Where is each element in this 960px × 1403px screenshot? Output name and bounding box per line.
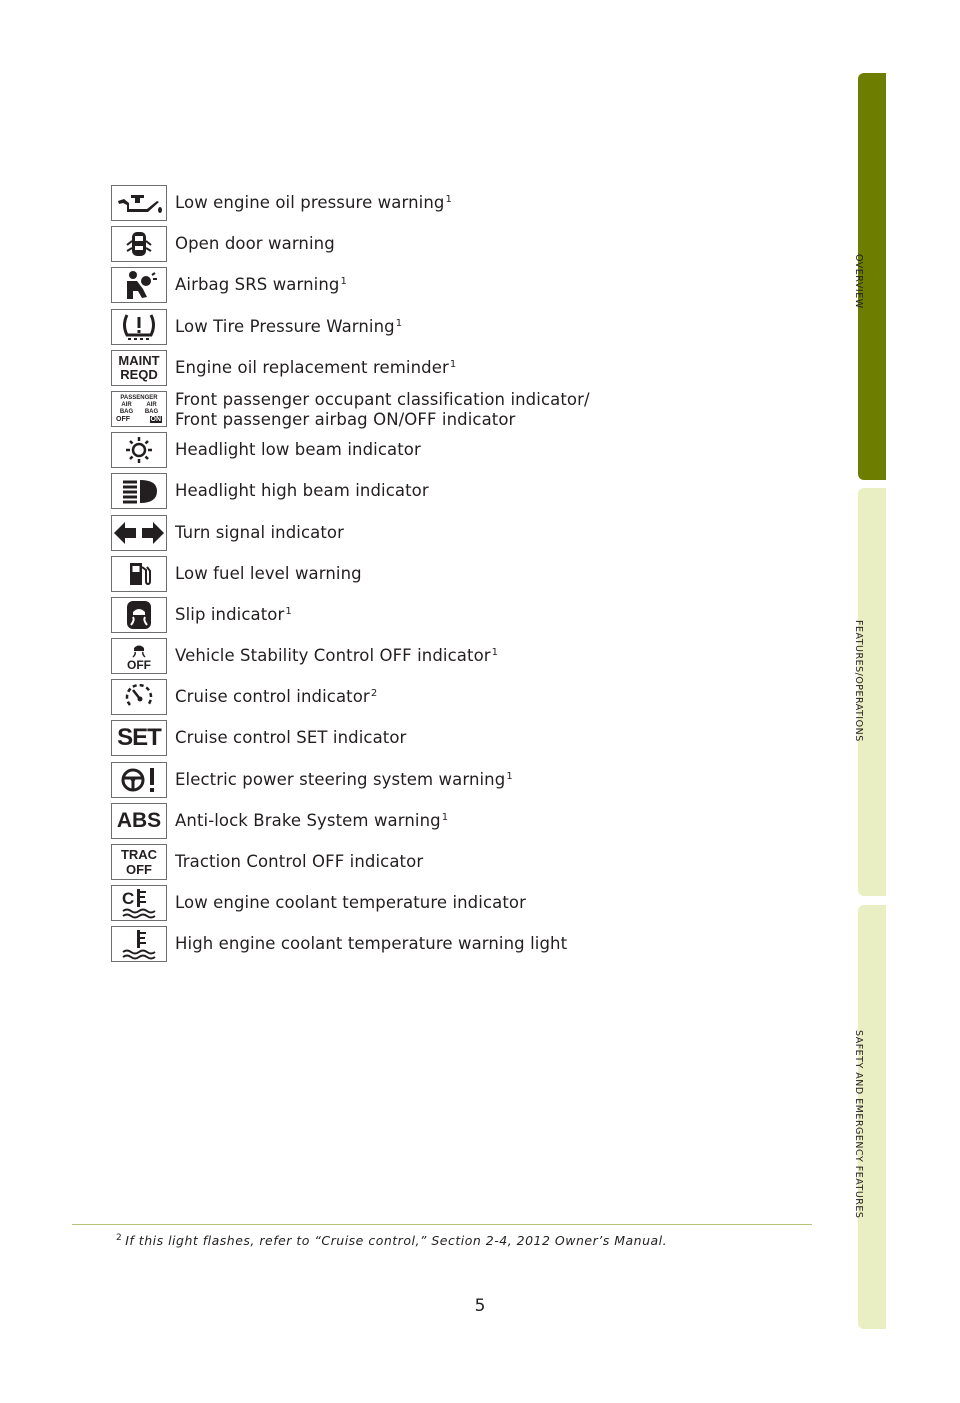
tab-features-operations-label: FEATURES/OPERATIONS bbox=[853, 620, 864, 742]
indicator-label: Front passenger occupant classification indicator/ Front passenger airbag ON/OFF indicator bbox=[175, 389, 590, 429]
indicator-label: Electric power steering system warning$^1$ bbox=[175, 769, 513, 789]
indicator-label: Low fuel level warning bbox=[175, 563, 362, 583]
indicator-label: Turn signal indicator bbox=[175, 522, 345, 542]
indicator-row-vsc-off bbox=[111, 637, 811, 678]
indicator-label: Open door warning bbox=[175, 234, 335, 254]
indicator-list bbox=[111, 184, 811, 967]
indicator-label: Low engine coolant temperature indicator bbox=[175, 893, 526, 913]
indicator-label: Cruise control SET indicator bbox=[175, 728, 407, 748]
trac-off-icon: TRAC OFF bbox=[111, 844, 167, 880]
indicator-row-trac-off bbox=[111, 843, 811, 884]
indicator-row-cruise-control bbox=[111, 678, 811, 719]
indicator-row-open-door bbox=[111, 225, 811, 266]
indicator-label: Headlight low beam indicator bbox=[175, 440, 421, 460]
high-beam-icon bbox=[111, 473, 167, 509]
indicator-row-low-coolant bbox=[111, 884, 811, 925]
steering-warning-icon bbox=[111, 762, 167, 798]
indicator-row-tire-pressure bbox=[111, 308, 811, 349]
indicator-row-low-beam bbox=[111, 431, 811, 472]
open-door-icon bbox=[111, 226, 167, 262]
tab-overview-label: OVERVIEW bbox=[853, 254, 864, 309]
airbag-person-icon bbox=[111, 267, 167, 303]
indicator-label: Vehicle Stability Control OFF indicator$^1$ bbox=[175, 646, 499, 666]
turn-signal-icon bbox=[111, 515, 167, 551]
indicator-label: Traction Control OFF indicator bbox=[175, 852, 424, 871]
indicator-row-high-coolant bbox=[111, 925, 811, 966]
abs-icon: ABS bbox=[111, 803, 167, 839]
cruise-control-icon bbox=[111, 679, 167, 715]
indicator-row-passenger-airbag bbox=[111, 390, 811, 431]
indicator-row-power-steering bbox=[111, 761, 811, 802]
indicator-label: Cruise control indicator$^2$ bbox=[175, 687, 378, 707]
indicator-label: Airbag SRS warning$^1$ bbox=[175, 275, 347, 295]
indicator-row-slip bbox=[111, 596, 811, 637]
cruise-set-icon: SET bbox=[111, 720, 167, 756]
vsc-off-icon: OFF bbox=[111, 638, 167, 674]
passenger-airbag-icon: PASSENGER AIR BAG AIR BAG OFF ON bbox=[111, 391, 167, 427]
indicator-label: Low Tire Pressure Warning$^1$ bbox=[175, 316, 403, 336]
tab-safety-emergency-label: SAFETY AND EMERGENCY FEATURES bbox=[853, 1030, 864, 1219]
indicator-label: Low engine oil pressure warning$^1$ bbox=[175, 193, 452, 212]
footnote: $^2$ If this light flashes, refer to “Cruise control,” Section 2-4, 2012 Owner’s Manual. bbox=[116, 1233, 668, 1248]
indicator-label: High engine coolant temperature warning light bbox=[175, 934, 568, 954]
indicator-row-oil-pressure bbox=[111, 184, 811, 225]
indicator-label: Engine oil replacement reminder$^1$ bbox=[175, 357, 457, 377]
oil-can-icon bbox=[111, 185, 167, 221]
high-coolant-temp-icon bbox=[111, 926, 167, 962]
indicator-row-turn-signal bbox=[111, 514, 811, 555]
indicator-label: Headlight high beam indicator bbox=[175, 481, 429, 501]
svg-text:C: C bbox=[122, 889, 135, 909]
indicator-row-maint-reqd bbox=[111, 349, 811, 390]
slip-icon bbox=[111, 597, 167, 633]
low-coolant-temp-icon bbox=[111, 885, 167, 921]
page-number: 5 bbox=[474, 1296, 486, 1316]
footnote-divider bbox=[72, 1224, 812, 1225]
indicator-label: Slip indicator$^1$ bbox=[175, 604, 292, 624]
indicator-row-high-beam bbox=[111, 472, 811, 513]
fuel-pump-icon bbox=[111, 556, 167, 592]
indicator-row-airbag bbox=[111, 266, 811, 307]
low-beam-icon bbox=[111, 432, 167, 468]
indicator-row-abs bbox=[111, 802, 811, 843]
maint-reqd-icon: MAINT REQD bbox=[111, 350, 167, 386]
indicator-row-low-fuel bbox=[111, 555, 811, 596]
tire-pressure-icon bbox=[111, 309, 167, 345]
indicator-label: Anti-lock Brake System warning$^1$ bbox=[175, 810, 449, 830]
indicator-row-cruise-set bbox=[111, 719, 811, 760]
